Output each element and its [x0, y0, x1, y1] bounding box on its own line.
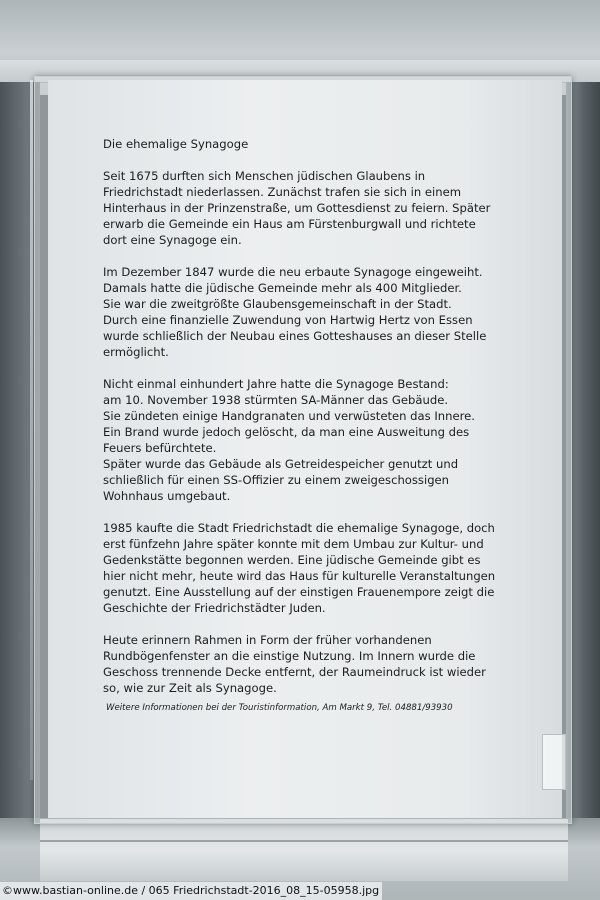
text-line: Geschichte der Friedrichstädter Juden. — [103, 601, 326, 615]
text-line: Sie war die zweitgrößte Glaubensgemeinschaft in der Stadt. — [103, 297, 452, 311]
tourist-info-note: Weitere Informationen bei der Touristinformation, Am Markt 9, Tel. 04881/93930 — [106, 703, 453, 713]
text-line: dort eine Synagoge ein. — [103, 233, 242, 247]
text-line: Im Dezember 1847 wurde die neu erbaute Synagoge eingeweiht. — [103, 265, 483, 279]
text-line: erst fünfzehn Jahre später konnte mit dem Umbau zur Kultur- und — [103, 537, 484, 551]
sign-text — [103, 136, 503, 712]
text-line: Durch eine finanzielle Zuwendung von Hartwig Hertz von Essen — [103, 313, 473, 327]
hanging-string — [30, 80, 33, 780]
text-line: Ein Brand wurde jedoch gelöscht, da man eine Ausweitung des — [103, 425, 470, 439]
paragraph-1847 — [103, 264, 503, 360]
text-line: ermöglicht. — [103, 345, 169, 359]
paragraph-1985 — [103, 520, 503, 616]
copyright-watermark: ©www.bastian-online.de / 065 Friedrichstadt-2016_08_15-05958.jpg — [0, 882, 382, 900]
text-line: 1985 kaufte die Stadt Friedrichstadt die ehemalige Synagoge, doch — [103, 521, 495, 535]
text-line: Feuers befürchtete. — [103, 441, 217, 455]
text-line: Heute erinnern Rahmen in Form der früher vorhandenen — [103, 633, 432, 647]
text-line: Rundbögenfenster an die einstige Nutzung. Im Innern wurde die — [103, 649, 476, 663]
text-line: hier nicht mehr, heute wird das Haus für kulturelle Veranstaltungen — [103, 569, 496, 583]
text-line: erwarb die Gemeinde ein Haus am Fürstenburgwall und richtete — [103, 217, 476, 231]
text-line: Damals hatte die jüdische Gemeinde mehr als 400 Mitglieder. — [103, 281, 462, 295]
text-line: Später wurde das Gebäude als Getreidespeicher genutzt und — [103, 457, 459, 471]
text-line: so, wie zur Zeit als Synagoge. — [103, 681, 277, 695]
holder-tab — [542, 734, 566, 790]
text-line: schließlich für einen SS-Offizier zu einem zweigeschossigen — [103, 473, 450, 487]
text-line: Wohnhaus umgebaut. — [103, 489, 231, 503]
stand-edge — [40, 840, 568, 842]
acrylic-stand-base — [40, 818, 568, 881]
paragraph-today — [103, 632, 503, 696]
text-line: Geschoss trennende Decke entfernt, der Raumeindruck ist wieder — [103, 665, 486, 679]
text-line: Friedrichstadt niederlassen. Zunächst trafen sie sich in einem — [103, 185, 462, 199]
text-line: Hinterhaus in der Prinzenstraße, um Gottesdienst zu feiern. Später — [103, 201, 491, 215]
text-line: genutzt. Eine Ausstellung auf der einstigen Frauenempore zeigt die — [103, 585, 495, 599]
paragraph-1938 — [103, 376, 503, 504]
text-line: Nicht einmal einhundert Jahre hatte die Synagoge Bestand: — [103, 377, 449, 391]
text-line: Seit 1675 durften sich Menschen jüdischen Glaubens in — [103, 169, 426, 183]
text-line: wurde schließlich der Neubau eines Gotteshauses an dieser Stelle — [103, 329, 487, 343]
text-line: Sie zündeten einige Handgranaten und verwüsteten das Innere. — [103, 409, 475, 423]
paragraph-history — [103, 168, 503, 248]
text-line: am 10. November 1938 stürmten SA-Männer das Gebäude. — [103, 393, 449, 407]
text-line: Gedenkstätte begonnen werden. Eine jüdische Gemeinde gibt es — [103, 553, 481, 567]
sign-title: Die ehemalige Synagoge — [103, 137, 249, 151]
